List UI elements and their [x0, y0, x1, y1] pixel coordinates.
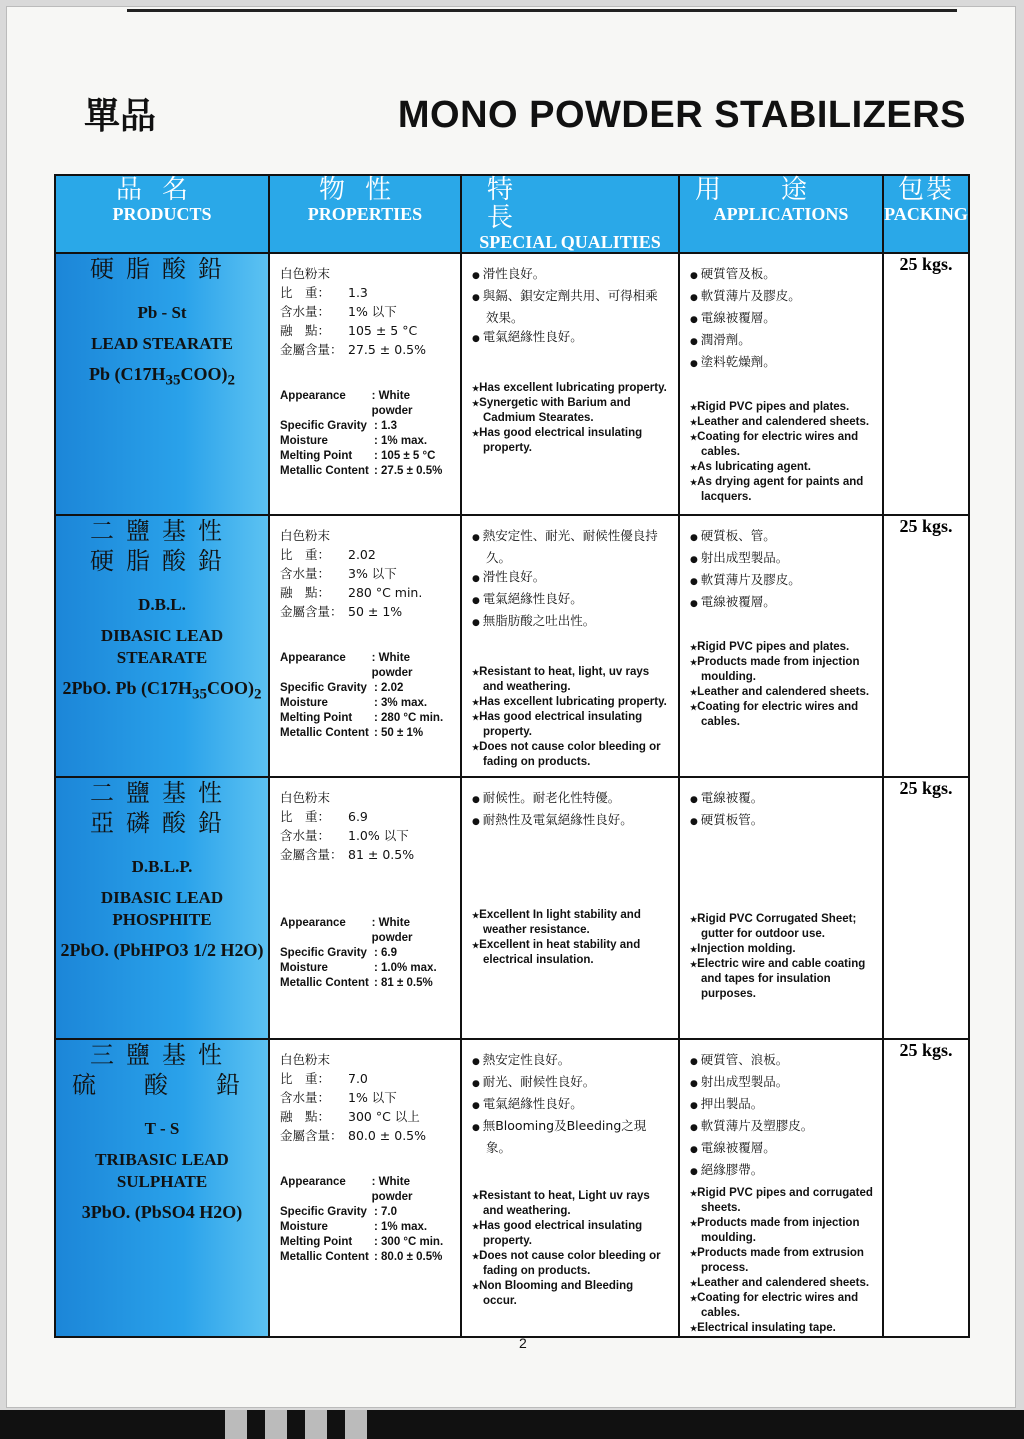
applications-cell: [679, 1039, 883, 1337]
property-value: : White powder: [371, 1176, 413, 1203]
property-value: : 2.02: [374, 682, 404, 694]
property-value: 1.3: [348, 285, 368, 300]
property-key: 比 重：: [280, 1071, 331, 1086]
properties-content: [270, 254, 460, 479]
quality-english: ★ Resistant to heat, Light uv rays and weathering.: [472, 1189, 670, 1219]
property-key: 含水量：: [280, 828, 331, 843]
property-key: Appearance: [280, 390, 346, 402]
product-name-english: LEAD STEARATE: [91, 334, 233, 353]
product-name-english: DIBASIC LEAD PHOSPHITE: [100, 888, 224, 929]
properties-cell: [269, 253, 461, 515]
page-number: 2: [519, 1335, 527, 1351]
property-row-chinese: [280, 1107, 452, 1126]
applications-content: [680, 516, 882, 730]
property-row-chinese: [280, 1069, 452, 1088]
property-value: : 280 °C min.: [374, 712, 444, 724]
properties-cell: [269, 1039, 461, 1337]
property-row-english: [280, 464, 452, 479]
qualities-content: [462, 778, 678, 968]
application-english: ★ Rigid PVC Corrugated Sheet; gutter for outdoor use.: [690, 912, 874, 942]
top-edge-strip: [127, 9, 957, 12]
bottom-edge-strip: [0, 1410, 1024, 1439]
property-row-english: [280, 916, 452, 946]
property-value: 280 °C min.: [348, 585, 423, 600]
property-value: 80.0 ± 0.5%: [348, 1128, 427, 1143]
quality-english: ★ Has excellent lubricating property.: [472, 695, 670, 710]
quality-english: ★ Does not cause color bleeding or fading on products.: [472, 740, 670, 770]
special-qualities-cell: [461, 777, 679, 1039]
product-formula: 2PbO. Pb $(C17H_{35}COO)_2$: [62, 678, 262, 703]
property-value: : 50 ± 1%: [374, 727, 424, 739]
product-name-chinese: 硬脂酸鉛: [90, 255, 234, 283]
properties-english: [280, 389, 452, 479]
property-key: Moisture: [280, 697, 328, 709]
quality-english: ★ Excellent in heat stability and electrical insulation.: [472, 938, 670, 968]
quality-chinese: ● 電氣絕緣性良好。: [472, 589, 670, 611]
applications-cell: [679, 253, 883, 515]
property-row-chinese: [280, 302, 452, 321]
properties-english: [280, 1175, 452, 1265]
qualities-content: [462, 254, 678, 456]
product-code: D.B.L.: [138, 595, 186, 614]
product-formula: 2PbO. (PbHPO3 1/2 H2O): [60, 940, 264, 960]
product-name-english: DIBASIC LEAD STEARATE: [100, 626, 224, 667]
quality-chinese: ● 無脂肪酸之吐出性。: [472, 611, 670, 633]
qualities-content: [462, 1040, 678, 1309]
property-key: Moisture: [280, 962, 328, 974]
special-qualities-cell: [461, 1039, 679, 1337]
application-chinese: ● 潤滑劑。: [690, 330, 874, 352]
quality-chinese: ● 滑性良好。: [472, 264, 670, 286]
properties-content: [270, 778, 460, 991]
application-english: ★ Injection molding.: [690, 942, 874, 957]
quality-english: ★ Non Blooming and Bleeding occur.: [472, 1279, 670, 1309]
property-key: Moisture: [280, 1221, 328, 1233]
property-row-chinese: [280, 545, 452, 564]
application-english: ★ Rigid PVC pipes and corrugated sheets.: [690, 1186, 874, 1216]
application-chinese: ● 押出製品。: [690, 1094, 874, 1116]
property-value: : 80.0 ± 0.5%: [374, 1251, 443, 1263]
property-key: 金屬含量：: [280, 342, 343, 357]
property-row-english: [280, 434, 452, 449]
quality-chinese: ● 熱安定性良好。: [472, 1050, 670, 1072]
property-value: : 7.0: [374, 1206, 398, 1218]
property-key: Appearance: [280, 917, 346, 929]
application-english: ★ Rigid PVC pipes and plates.: [690, 400, 874, 415]
properties-chinese: [280, 526, 452, 621]
property-row-chinese: [280, 602, 452, 621]
properties-chinese: [280, 1050, 452, 1145]
application-chinese: ● 軟質薄片及膠皮。: [690, 570, 874, 592]
property-key: Specific Gravity: [280, 1206, 367, 1218]
property-row-chinese: [280, 283, 452, 302]
property-key: Metallic Content: [280, 465, 369, 477]
property-value: 6.9: [348, 809, 368, 824]
product-name-chinese: 三鹽基性: [90, 1041, 234, 1069]
property-key: Melting Point: [280, 712, 353, 724]
packing-cell: [883, 777, 969, 1039]
packing-size: 25 kgs.: [899, 1040, 953, 1060]
application-chinese: ● 絕緣膠帶。: [690, 1160, 874, 1182]
qualities-content: [462, 516, 678, 770]
product-code: T - S: [144, 1119, 180, 1138]
quality-english: ★ Has excellent lubricating property.: [472, 381, 670, 396]
property-row-chinese: [280, 807, 452, 826]
application-english: ★ Electrical insulating tape.: [690, 1321, 874, 1336]
property-value: : 27.5 ± 0.5%: [374, 465, 443, 477]
application-english: ★ As drying agent for paints and lacquers.: [690, 475, 874, 505]
application-chinese: ● 電線被覆。: [690, 788, 874, 810]
properties-cell: [269, 777, 461, 1039]
quality-chinese: ● 電氣絕緣性良好。: [472, 327, 670, 349]
property-key: Specific Gravity: [280, 420, 367, 432]
packing-cell: [883, 253, 969, 515]
property-row-english: [280, 1175, 452, 1205]
property-value: 50 ± 1%: [348, 604, 403, 619]
application-chinese: ● 塗料乾燥劑。: [690, 352, 874, 374]
property-key: Moisture: [280, 435, 328, 447]
properties-chinese: [280, 264, 452, 359]
properties-english: [280, 916, 452, 991]
quality-english: ★ Synergetic with Barium and Cadmium Stearates.: [472, 396, 670, 426]
packing-cell: [883, 1039, 969, 1337]
special-qualities-cell: [461, 515, 679, 777]
application-english: ★ As lubricating agent.: [690, 460, 874, 475]
property-key: 比 重：: [280, 809, 331, 824]
property-row-chinese: [280, 340, 452, 359]
property-row-english: [280, 976, 452, 991]
table-row: [55, 253, 969, 515]
property-row-chinese: [280, 583, 452, 602]
packing-size: 25 kgs.: [899, 516, 953, 536]
special-qualities-cell: [461, 253, 679, 515]
application-chinese: ● 硬質板管。: [690, 810, 874, 832]
application-chinese: ● 硬質管及板。: [690, 264, 874, 286]
property-row-english: [280, 389, 452, 419]
property-key: Melting Point: [280, 1236, 353, 1248]
product-name-english: TRIBASIC LEAD SULPHATE: [95, 1150, 229, 1191]
header-special-qualities: 特長 SPECIAL QUALITIES: [461, 175, 679, 253]
property-row-chinese: [280, 845, 452, 864]
property-key: Specific Gravity: [280, 947, 367, 959]
property-row-english: [280, 681, 452, 696]
property-row-english: [280, 419, 452, 434]
applications-cell: [679, 777, 883, 1039]
property-value: : 81 ± 0.5%: [374, 977, 433, 989]
property-row-english: [280, 946, 452, 961]
quality-chinese: ● 耐光、耐候性良好。: [472, 1072, 670, 1094]
product-formula: Pb $(C17H_{35}COO)_2$: [88, 364, 235, 389]
property-row-english: [280, 1205, 452, 1220]
stabilizer-table: [54, 174, 970, 1338]
property-key: 金屬含量：: [280, 1128, 343, 1143]
application-chinese: ● 硬質板、管。: [690, 526, 874, 548]
page-title-english: MONO POWDER STABILIZERS: [397, 94, 966, 136]
table-header-row: [55, 175, 969, 253]
property-key: 金屬含量：: [280, 847, 343, 862]
application-english: ★ Products made from injection moulding.: [690, 655, 874, 685]
quality-chinese: ● 耐候性。耐老化性特優。: [472, 788, 670, 810]
quality-english: ★ Resistant to heat, light, uv rays and weathering.: [472, 665, 670, 695]
property-row-chinese: [280, 1126, 452, 1145]
table-row: [55, 515, 969, 777]
property-row-english: [280, 1220, 452, 1235]
applications-cell: [679, 515, 883, 777]
quality-chinese: ● 滑性良好。: [472, 567, 670, 589]
application-chinese: ● 射出成型製品。: [690, 548, 874, 570]
applications-content: [680, 1040, 882, 1336]
product-cell: [55, 777, 269, 1039]
application-chinese: ● 電線被覆層。: [690, 308, 874, 330]
product-name-chinese: 二鹽基性: [90, 517, 234, 545]
application-english: ★ Electric wire and cable coating and tapes for insulation purposes.: [690, 957, 874, 1002]
property-value: : 1.0% max.: [374, 962, 437, 974]
property-key: Metallic Content: [280, 977, 369, 989]
property-value: : White powder: [371, 652, 413, 679]
product-cell: [55, 1039, 269, 1337]
property-value: : 1% max.: [374, 1221, 428, 1233]
quality-english: ★ Has good electrical insulating property.: [472, 426, 670, 456]
property-value: 300 °C 以上: [348, 1109, 420, 1124]
application-english: ★ Leather and calendered sheets.: [690, 1276, 874, 1291]
property-key: 融 點：: [280, 323, 331, 338]
quality-chinese: ● 無Blooming及Bleeding之現象。: [472, 1116, 670, 1157]
property-row-chinese: [280, 321, 452, 340]
property-value: : 1% max.: [374, 435, 428, 447]
property-value: : 300 °C min.: [374, 1236, 444, 1248]
packing-size: 25 kgs.: [899, 254, 953, 274]
property-key: 含水量：: [280, 566, 331, 581]
property-key: Metallic Content: [280, 727, 369, 739]
header-properties: 物性 PROPERTIES: [269, 175, 461, 253]
property-value: : 1.3: [374, 420, 398, 432]
product-cell: [55, 515, 269, 777]
application-english: ★ Products made from extrusion process.: [690, 1246, 874, 1276]
packing-cell: [883, 515, 969, 777]
property-row-english: [280, 1250, 452, 1265]
application-chinese: ● 電線被覆層。: [690, 1138, 874, 1160]
property-row-english: [280, 449, 452, 464]
quality-chinese: ● 電氣絕緣性良好。: [472, 1094, 670, 1116]
property-key: Appearance: [280, 1176, 346, 1188]
header-products: 品名 PRODUCTS: [55, 175, 269, 253]
property-value: : 3% max.: [374, 697, 428, 709]
property-row-english: [280, 711, 452, 726]
quality-chinese: ● 耐熱性及電氣絕緣性良好。: [472, 810, 670, 832]
property-value: : White powder: [371, 390, 413, 417]
property-value: 1% 以下: [348, 304, 397, 319]
table-row: [55, 777, 969, 1039]
application-english: ★ Rigid PVC pipes and plates.: [690, 640, 874, 655]
property-row-english: [280, 696, 452, 711]
property-value: 2.02: [348, 547, 376, 562]
property-key: 比 重：: [280, 547, 331, 562]
property-row-english: [280, 651, 452, 681]
property-value: 1.0% 以下: [348, 828, 409, 843]
property-key: Melting Point: [280, 450, 353, 462]
property-value: 81 ± 0.5%: [348, 847, 415, 862]
header-applications: 用途 APPLICATIONS: [679, 175, 883, 253]
quality-english: ★ Does not cause color bleeding or fading on products.: [472, 1249, 670, 1279]
quality-english: ★ Has good electrical insulating property.: [472, 1219, 670, 1249]
application-chinese: ● 軟質薄片及膠皮。: [690, 286, 874, 308]
property-value: 7.0: [348, 1071, 368, 1086]
application-chinese: ● 射出成型製品。: [690, 1072, 874, 1094]
properties-english: [280, 651, 452, 741]
property-key: 比 重：: [280, 285, 331, 300]
product-name-chinese: 硫 酸 鉛: [72, 1071, 252, 1099]
property-value: : 6.9: [374, 947, 398, 959]
property-row-english: [280, 961, 452, 976]
property-key: Specific Gravity: [280, 682, 367, 694]
appearance-chinese: 白色粉末: [280, 1052, 331, 1067]
table-row: [55, 1039, 969, 1337]
application-chinese: ● 硬質管、浪板。: [690, 1050, 874, 1072]
application-english: ★ Coating for electric wires and cables.: [690, 700, 874, 730]
product-name-chinese: 二鹽基性: [90, 779, 234, 807]
property-row-english: [280, 1235, 452, 1250]
appearance-chinese: 白色粉末: [280, 266, 331, 281]
properties-chinese: [280, 788, 452, 864]
property-value: 105 ± 5 °C: [348, 323, 418, 338]
property-value: 27.5 ± 0.5%: [348, 342, 427, 357]
property-row-chinese: [280, 1088, 452, 1107]
product-name-chinese: 硬脂酸鉛: [90, 547, 234, 575]
property-value: 1% 以下: [348, 1090, 397, 1105]
property-row-chinese: [280, 826, 452, 845]
application-english: ★ Leather and calendered sheets.: [690, 415, 874, 430]
application-chinese: ● 電線被覆層。: [690, 592, 874, 614]
properties-cell: [269, 515, 461, 777]
property-value: : White powder: [371, 917, 413, 944]
property-key: 含水量：: [280, 304, 331, 319]
application-english: ★ Products made from injection moulding.: [690, 1216, 874, 1246]
quality-chinese: ● 熱安定性、耐光、耐候性優良持久。: [472, 526, 670, 567]
property-row-chinese: [280, 564, 452, 583]
property-key: Metallic Content: [280, 1251, 369, 1263]
property-row-english: [280, 726, 452, 741]
property-key: 融 點：: [280, 585, 331, 600]
property-key: 金屬含量：: [280, 604, 343, 619]
application-english: ★ Coating for electric wires and cables.: [690, 1291, 874, 1321]
appearance-chinese: 白色粉末: [280, 790, 331, 805]
property-key: 融 點：: [280, 1109, 331, 1124]
quality-english: ★ Has good electrical insulating property.: [472, 710, 670, 740]
property-key: 含水量：: [280, 1090, 331, 1105]
quality-chinese: ● 與鎘、鋇安定劑共用、可得相乘效果。: [472, 286, 670, 327]
property-value: : 105 ± 5 °C: [374, 450, 436, 462]
property-value: 3% 以下: [348, 566, 397, 581]
header-packing: 包裝 PACKING: [883, 175, 969, 253]
properties-content: [270, 516, 460, 741]
product-cell: [55, 253, 269, 515]
product-name-chinese: 亞磷酸鉛: [90, 809, 234, 837]
packing-size: 25 kgs.: [899, 778, 953, 798]
applications-content: [680, 254, 882, 505]
product-code: Pb - St: [137, 303, 187, 322]
application-english: ★ Coating for electric wires and cables.: [690, 430, 874, 460]
applications-content: [680, 778, 882, 1002]
product-formula: 3PbO. (PbSO4 H2O): [81, 1202, 243, 1222]
application-chinese: ● 軟質薄片及塑膠皮。: [690, 1116, 874, 1138]
properties-content: [270, 1040, 460, 1265]
application-english: ★ Leather and calendered sheets.: [690, 685, 874, 700]
quality-english: ★ Excellent In light stability and weather resistance.: [472, 908, 670, 938]
product-code: D.B.L.P.: [131, 857, 193, 876]
page-title-chinese: 單品: [84, 96, 157, 137]
property-key: Appearance: [280, 652, 346, 664]
appearance-chinese: 白色粉末: [280, 528, 331, 543]
